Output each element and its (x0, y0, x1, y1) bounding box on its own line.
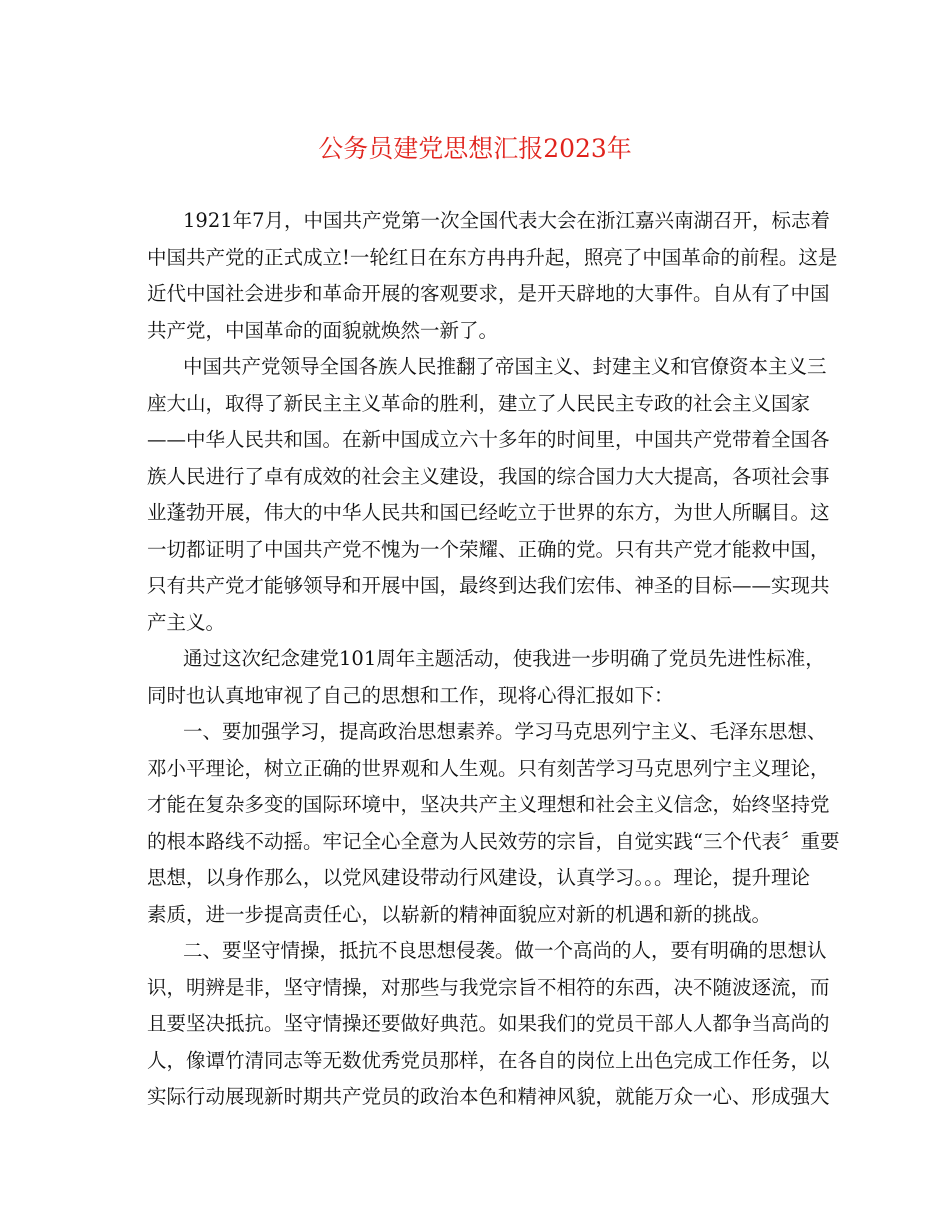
paragraph-line: 素质，进一步提高责任心，以崭新的精神面貌应对新的机遇和新的挑战。 (147, 902, 772, 926)
paragraph-line: 一切都证明了中国共产党不愧为一个荣耀、正确的党。只有共产党才能救中国， (147, 537, 830, 561)
document-body (147, 203, 840, 1116)
paragraph-line: 二、要坚守情操，抵抗不良思想侵袭。做一个高尚的人，要有明确的思想认 (183, 939, 827, 962)
paragraph-line: 人，像谭竹清同志等无数优秀党员那样，在各自的岗位上出色完成工作任务，以 (147, 1048, 830, 1072)
document-title: 公务员建党思想汇报2023年 (318, 134, 632, 163)
paragraph-line: 近代中国社会进步和革命开展的客观要求，是开天辟地的大事件。自从有了中国 (147, 282, 830, 305)
paragraph-line: 座大山，取得了新民主主义革命的胜利，建立了人民民主专政的社会主义国家 (147, 391, 811, 415)
paragraph-line: 实际行动展现新时期共产党员的政治本色和精神风貌，就能万众一心、形成强大 (147, 1085, 830, 1108)
paragraph-line: 识，明辨是非，坚守情操，对那些与我党宗旨不相符的东西，决不随波逐流，而 (147, 975, 830, 999)
paragraph-5 (147, 933, 830, 1116)
paragraph-line: 通过这次纪念建党101周年主题活动，使我进一步明确了党员先进性标准， (183, 647, 825, 670)
paragraph-2 (147, 349, 830, 641)
paragraph-line: 族人民进行了卓有成效的社会主义建设，我国的综合国力大大提高，各项社会事 (147, 464, 830, 488)
paragraph-4 (147, 714, 840, 933)
paragraph-line: 业蓬勃开展，伟大的中华人民共和国已经屹立于世界的东方，为世人所瞩目。这 (147, 501, 830, 524)
paragraph-3 (147, 641, 825, 714)
paragraph-line: 只有共产党才能够领导和开展中国，最终到达我们宏伟、神圣的目标——实现共 (147, 574, 830, 597)
paragraph-line: 中国共产党的正式成立!一轮红日在东方冉冉升起，照亮了中国革命的前程。这是 (147, 245, 838, 269)
paragraph-line: 的根本路线不动摇。牢记全心全意为人民效劳的宗旨，自觉实践“三个代表〞重要 (147, 829, 840, 853)
paragraph-line: 1921年7月，中国共产党第一次全国代表大会在浙江嘉兴南湖召开，标志着 (183, 209, 831, 232)
paragraph-line: ——中华人民共和国。在新中国成立六十多年的时间里，中国共产党带着全国各 (147, 428, 830, 451)
paragraph-line: 思想，以身作那么，以党风建设带动行风建设，认真学习。。。理论，提升理论 (147, 866, 811, 889)
paragraph-line: 共产党，中国革命的面貌就焕然一新了。 (147, 318, 499, 342)
paragraph-line: 邓小平理论，树立正确的世界观和人生观。只有刻苦学习马克思列宁主义理论， (147, 756, 830, 780)
paragraph-line: 才能在复杂多变的国际环境中，坚决共产主义理想和社会主义信念，始终坚持党 (147, 793, 830, 816)
paragraph-1 (147, 203, 838, 349)
paragraph-line: 一、要加强学习，提高政治思想素养。学习马克思列宁主义、毛泽东思想、 (183, 720, 827, 743)
paragraph-line: 且要坚决抵抗。坚守情操还要做好典范。如果我们的党员干部人人都争当高尚的 (147, 1012, 830, 1035)
paragraph-line: 同时也认真地审视了自己的思想和工作，现将心得汇报如下： (147, 683, 674, 707)
paragraph-line: 产主义。 (147, 610, 226, 634)
paragraph-line: 中国共产党领导全国各族人民推翻了帝国主义、封建主义和官僚资本主义三 (183, 355, 827, 378)
